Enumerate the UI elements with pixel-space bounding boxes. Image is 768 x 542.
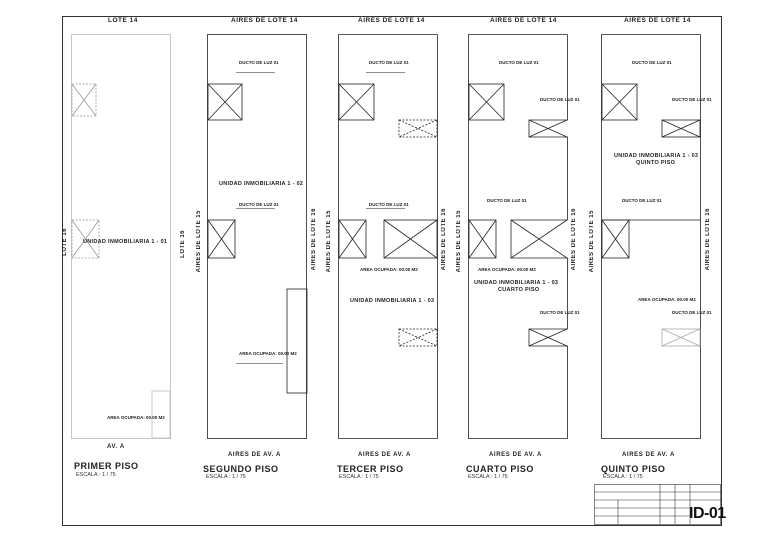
- side-label-aires16-p2: AIRES DE LOTE 16: [311, 208, 317, 271]
- floor-scale-4: ESCALA : 1 / 75: [468, 474, 508, 480]
- side-label-aires16-p3: AIRES DE LOTE 16: [441, 208, 447, 271]
- duct-note-p5-low: DUCTO DE LUZ 01: [672, 310, 712, 315]
- unit-label-p2: UNIDAD INMOBILIARIA 1 - 02: [219, 181, 304, 187]
- side-label-aires15-p3: AIRES DE LOTE 15: [326, 210, 332, 273]
- bottom-label-3: AIRES DE AV. A: [358, 452, 411, 458]
- side-label-aires16-p4: AIRES DE LOTE 16: [571, 208, 577, 271]
- floor-name-1: PRIMER PISO: [74, 461, 139, 471]
- area-note-p2: AREA OCUPADA: 00.00 M2: [239, 351, 297, 356]
- bottom-label-2: AIRES DE AV. A: [228, 452, 281, 458]
- floor-scale-3: ESCALA : 1 / 75: [339, 474, 379, 480]
- unit-label-p5-floor: QUINTO PISO: [636, 160, 676, 166]
- floor-scale-1: ESCALA : 1 / 75: [76, 472, 116, 478]
- floor-scale-2: ESCALA : 1 / 75: [206, 474, 246, 480]
- top-title-3: AIRES DE LOTE 14: [358, 17, 425, 24]
- floor-name-3: TERCER PISO: [337, 464, 404, 474]
- duct-note-p2-mid: DUCTO DE LUZ 01: [239, 202, 279, 207]
- bottom-label-1: AV. A: [107, 444, 125, 450]
- duct-note-p4-top: DUCTO DE LUZ 01: [499, 60, 539, 65]
- plan-segundo-piso: [208, 35, 308, 439]
- side-label-lote16-p2: LOTE 16: [180, 230, 186, 258]
- duct-note-p4-low: DUCTO DE LUZ 01: [540, 310, 580, 315]
- floor-scale-5: ESCALA : 1 / 75: [603, 474, 643, 480]
- area-note-p5: AREA OCUPADA: 00.00 M2: [638, 297, 696, 302]
- duct-note-p3-mid: DUCTO DE LUZ 01: [369, 202, 409, 207]
- floor-name-5: QUINTO PISO: [601, 464, 666, 474]
- top-title-1: LOTE 14: [108, 17, 138, 24]
- duct-note-p2-top: DUCTO DE LUZ 01: [239, 60, 279, 65]
- side-label-aires15-p5: AIRES DE LOTE 15: [589, 210, 595, 273]
- bottom-label-5: AIRES DE AV. A: [622, 452, 675, 458]
- duct-note-p3-top: DUCTO DE LUZ 01: [369, 60, 409, 65]
- floor-name-4: CUARTO PISO: [466, 464, 534, 474]
- unit-label-p1: UNIDAD INMOBILIARIA 1 - 01: [83, 239, 168, 245]
- unit-label-p4: UNIDAD INMOBILIARIA 1 - 03: [474, 280, 559, 286]
- plan-quinto-piso: [602, 35, 701, 439]
- plan-primer-piso: [72, 35, 171, 439]
- unit-label-p4-floor: CUARTO PISO: [498, 287, 540, 293]
- top-title-2: AIRES DE LOTE 14: [231, 17, 298, 24]
- unit-label-p3: UNIDAD INMOBILIARIA 1 - 03: [350, 298, 435, 304]
- side-label-lote16-p1: LOTE 16: [62, 228, 68, 256]
- duct-note-p4-right: DUCTO DE LUZ 01: [540, 97, 580, 102]
- duct-note-p5-top: DUCTO DE LUZ 01: [632, 60, 672, 65]
- top-title-4: AIRES DE LOTE 14: [490, 17, 557, 24]
- area-note-p1: AREA OCUPADA: 00.00 M2: [107, 415, 165, 420]
- area-note-p3: AREA OCUPADA: 00.00 M2: [360, 267, 418, 272]
- side-label-aires16-p5: AIRES DE LOTE 16: [705, 208, 711, 271]
- duct-note-p5-right: DUCTO DE LUZ 01: [672, 97, 712, 102]
- floor-name-2: SEGUNDO PISO: [203, 464, 279, 474]
- area-note-p4: AREA OCUPADA: 00.00 M2: [478, 267, 536, 272]
- bottom-label-4: AIRES DE AV. A: [489, 452, 542, 458]
- sheet-id: ID-01: [689, 505, 726, 522]
- plan-cuarto-piso: [469, 35, 568, 439]
- duct-note-p5-mid: DUCTO DE LUZ 01: [622, 198, 662, 203]
- side-label-aires15-p4: AIRES DE LOTE 15: [456, 210, 462, 273]
- top-title-5: AIRES DE LOTE 14: [624, 17, 691, 24]
- duct-note-p4-mid: DUCTO DE LUZ 01: [487, 198, 527, 203]
- unit-label-p5: UNIDAD INMOBILIARIA 1 - 03: [614, 153, 699, 159]
- side-label-aires15-p2: AIRES DE LOTE 15: [196, 210, 202, 273]
- plan-tercer-piso: [339, 35, 438, 439]
